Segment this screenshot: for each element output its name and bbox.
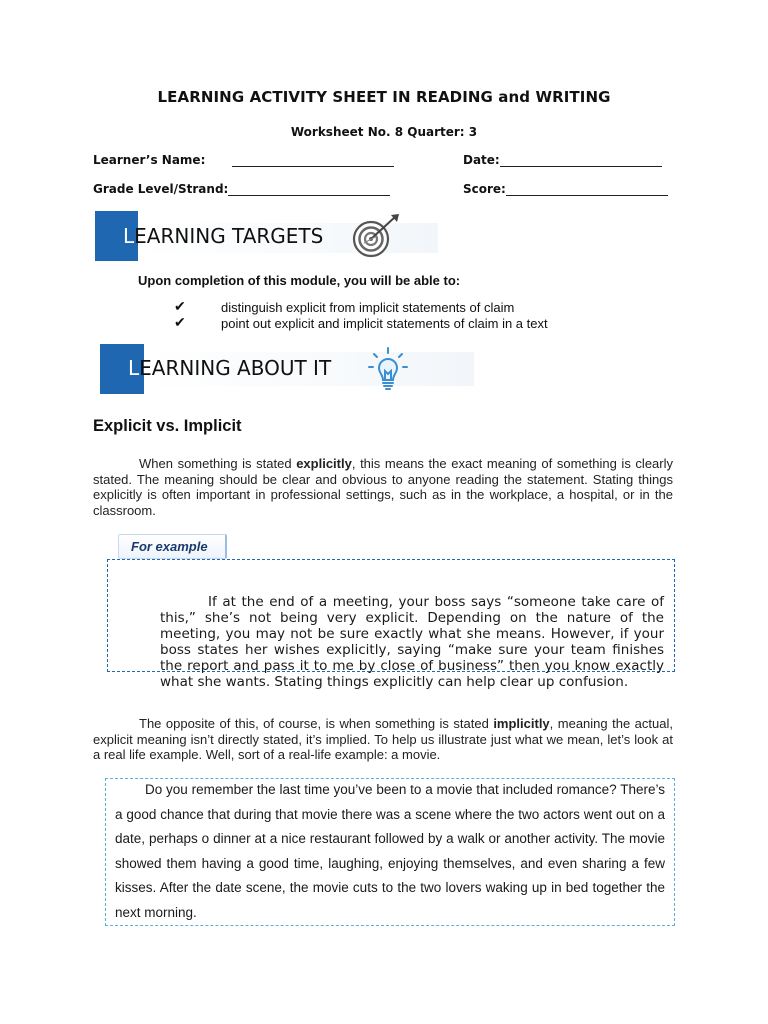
check-icon: ✔	[174, 298, 186, 314]
implicit-paragraph: The opposite of this, of course, is when something is stated implicitly, meaning the actual, explicit meaning isn’t directly stated, it’s implied. To help us illustrate just what we mean, let’s look at a real life example. Well, sort of a real-life example: a movie.	[93, 716, 673, 762]
for-example-tab	[118, 534, 227, 559]
score-field[interactable]	[506, 183, 668, 196]
section-heading: Explicit vs. Implicit	[93, 417, 242, 435]
date-field[interactable]	[500, 154, 662, 167]
target-item: distinguish explicit from implicit statements of claim	[221, 300, 515, 315]
date-label: Date:	[463, 153, 500, 167]
worksheet-subtitle: Worksheet No. 8 Quarter: 3	[290, 125, 478, 139]
learning-about-banner	[100, 344, 480, 394]
learning-about-heading: LEARNING ABOUT IT	[128, 356, 332, 380]
score-label: Score:	[463, 182, 506, 196]
learner-name-label: Learner’s Name:	[93, 153, 206, 167]
target-arrow-icon	[347, 211, 407, 261]
page-title: LEARNING ACTIVITY SHEET IN READING and WRITING	[157, 88, 611, 106]
example-text: If at the end of a meeting, your boss says “someone take care of this,” she’s not being very explicit. Depending on the nature of the meeting, you may not be sure exactly what she means. However, if your boss states her wishes explicitly, saying “make sure your team finishes the report and pass it to me by close of business” then you know exactly what she wants. Stating things explicitly can help clear up confusion.	[160, 594, 664, 690]
lightbulb-icon	[366, 346, 410, 394]
grade-level-field[interactable]	[228, 183, 390, 196]
check-icon: ✔	[174, 314, 186, 330]
targets-intro: Upon completion of this module, you will be able to:	[138, 273, 461, 288]
movie-example-text: Do you remember the last time you’ve been to a movie that included romance? There’s a good chance that during that movie there was a scene where the two actors went out on a date, perhaps o dinner at a nice restaurant followed by a walk or another activity. The movie showed them having a good time, laughing, enjoying themselves, and even sharing a few kisses. After the date scene, the movie cuts to the two lovers waking up in bed together the next morning.	[115, 782, 665, 920]
explicit-paragraph: When something is stated explicitly, this means the exact meaning of something is clearly stated. The meaning should be clear and obvious to anyone reading the statement. Stating things explicitly is often important in professional settings, such as in the workplace, a hospital, or in the classroom.	[93, 456, 673, 518]
learner-name-field[interactable]	[232, 154, 394, 167]
learning-targets-banner	[95, 211, 455, 261]
grade-level-label: Grade Level/Strand:	[93, 182, 229, 196]
learning-targets-heading: LEARNING TARGETS	[123, 224, 324, 248]
for-example-label: For example	[131, 539, 208, 554]
target-item: point out explicit and implicit statements of claim in a text	[221, 316, 548, 331]
